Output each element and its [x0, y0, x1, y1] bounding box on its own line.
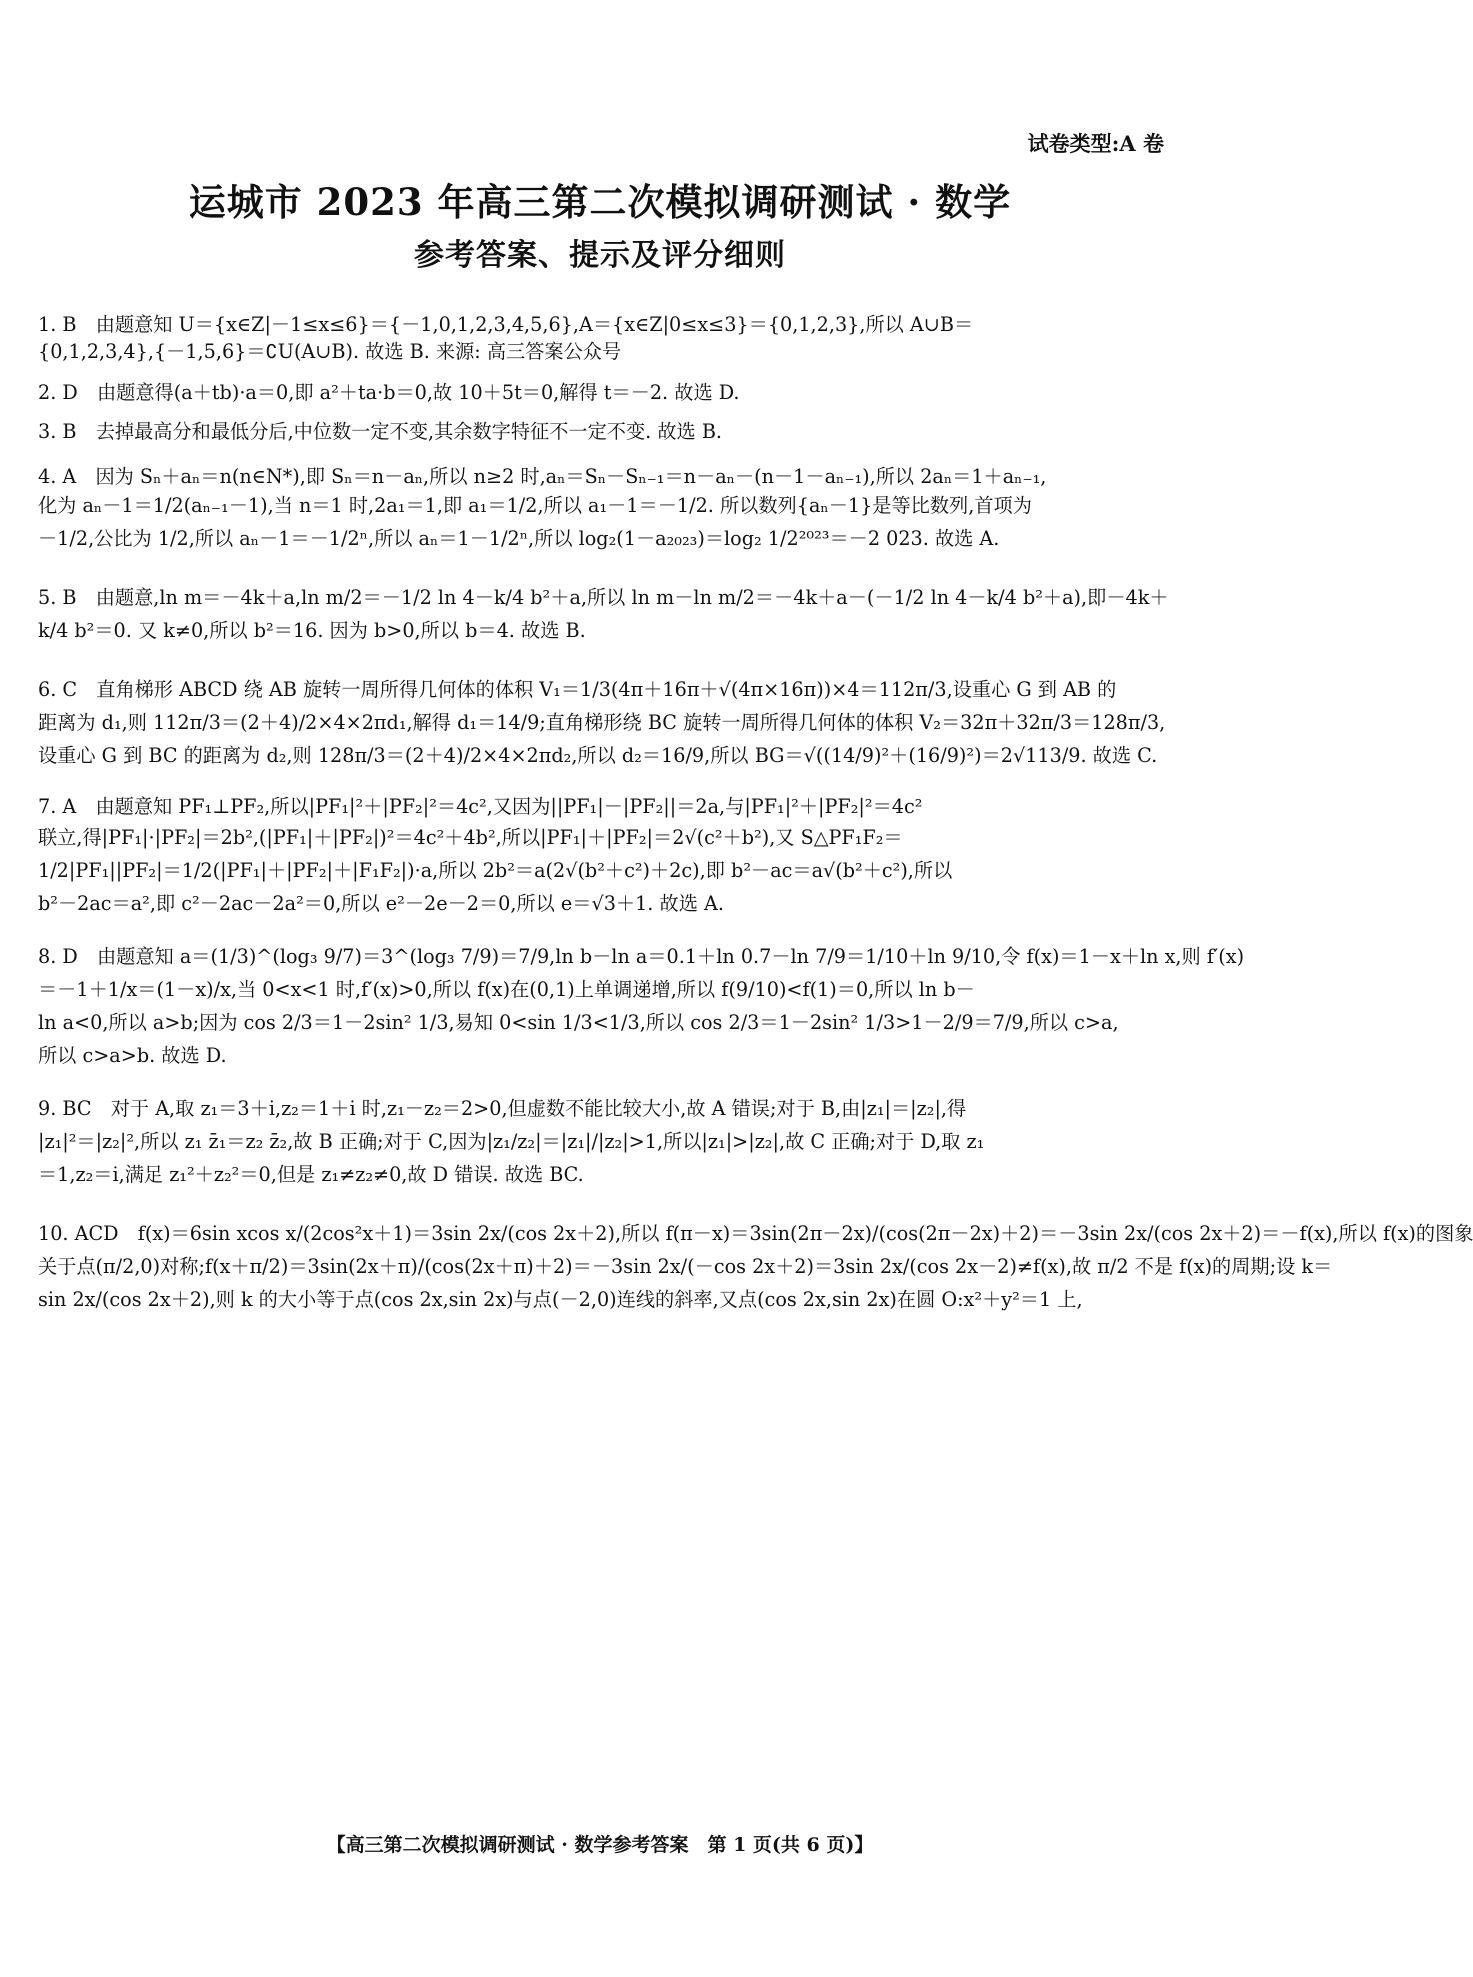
- answer-line: 8. D 由题意知 a＝(1/3)^(log₃ 9/7)＝3^(log₃ 7/9)＝7/9,ln b－ln a＝0.1＋ln 0.7－ln 7/9＝1/10＋ln 9/10,令 f(x)＝1－x＋ln x,则 f′(x): [38, 945, 1245, 968]
- answer-item-4: [38, 464, 1158, 555]
- answer-line: 5. B 由题意,ln m＝－4k＋a,ln m/2＝－1/2 ln 4－k/4 b²＋a,所以 ln m－ln m/2＝－4k＋a－(－1/2 ln 4－k/4 b²＋a),即－4k＋: [38, 586, 1169, 609]
- answer-line: sin 2x/(cos 2x＋2),则 k 的大小等于点(cos 2x,sin 2x)与点(－2,0)连线的斜率,又点(cos 2x,sin 2x)在圆 O:x²＋y²＝1 上,: [38, 1288, 1083, 1311]
- answer-line: 3. B 去掉最高分和最低分后,中位数一定不变,其余数字特征不一定不变. 故选 B.: [38, 420, 723, 443]
- exam-type-tag: 试卷类型:A 卷: [1027, 131, 1164, 156]
- answer-item-5: [38, 581, 1169, 647]
- answer-line: 设重心 G 到 BC 的距离为 d₂,则 128π/3＝(2＋4)/2×4×2πd₂,所以 d₂＝16/9,所以 BG＝√((14/9)²＋(16/9)²)＝2√113/9. 故选 C.: [38, 744, 1158, 767]
- answer-item-2: [38, 380, 1158, 405]
- answer-item-3: [38, 419, 1158, 444]
- answer-line: －1/2,公比为 1/2,所以 aₙ－1＝－1/2ⁿ,所以 aₙ＝1－1/2ⁿ,所以 log₂(1－a₂₀₂₃)＝log₂ 1/2²⁰²³＝－2 023. 故选 A.: [38, 527, 1000, 550]
- answer-line: 1/2|PF₁||PF₂|＝1/2(|PF₁|＋|PF₂|＋|F₁F₂|)·a,所以 2b²＝a(2√(b²＋c²)＋2c),即 b²－ac＝a√(b²＋c²),所以: [38, 859, 953, 882]
- answer-line: 关于点(π/2,0)对称;f(x＋π/2)＝3sin(2x＋π)/(cos(2x＋π)＋2)＝－3sin 2x/(－cos 2x＋2)＝3sin 2x/(cos 2x－2)≠f(x),故 π/2 不是 f(x)的周期;设 k＝: [38, 1255, 1333, 1278]
- answer-list: [38, 312, 1473, 1322]
- answer-line: 1. B 由题意知 U＝{x∈Z|－1≤x≤6}＝{－1,0,1,2,3,4,5,6},A＝{x∈Z|0≤x≤3}＝{0,1,2,3},所以 A∪B＝: [38, 313, 974, 336]
- answer-line: 7. A 由题意知 PF₁⊥PF₂,所以|PF₁|²＋|PF₂|²＝4c²,又因为||PF₁|－|PF₂||＝2a,与|PF₁|²＋|PF₂|²＝4c²: [38, 795, 923, 818]
- answer-item-6: [38, 673, 1166, 772]
- answer-line: |z₁|²＝|z₂|²,所以 z₁ z̄₁＝z₂ z̄₂,故 B 正确;对于 C,因为|z₁/z₂|＝|z₁|/|z₂|>1,所以|z₁|>|z₂|,故 C 正确;对于 D,取 z₁: [38, 1130, 985, 1153]
- answer-line: 所以 c>a>b. 故选 D.: [38, 1044, 227, 1067]
- answer-line: 距离为 d₁,则 112π/3＝(2＋4)/2×4×2πd₁,解得 d₁＝14/9;直角梯形绕 BC 旋转一周所得几何体的体积 V₂＝32π＋32π/3＝128π/3,: [38, 711, 1166, 734]
- answer-line: ＝1,z₂＝i,满足 z₁²＋z₂²＝0,但是 z₁≠z₂≠0,故 D 错误. 故选 BC.: [38, 1163, 584, 1186]
- answer-line: 9. BC 对于 A,取 z₁＝3＋i,z₂＝1＋i 时,z₁－z₂＝2>0,但虚数不能比较大小,故 A 错误;对于 B,由|z₁|＝|z₂|,得: [38, 1097, 967, 1120]
- answer-line: 10. ACD f(x)＝6sin xcos x/(2cos²x＋1)＝3sin 2x/(cos 2x＋2),所以 f(π－x)＝3sin(2π－2x)/(cos(2π－2x)＋2)＝－3sin 2x/(cos 2x＋2)＝－f(x),所以 f(x)的图象: [38, 1222, 1473, 1245]
- page-subtitle: 参考答案、提示及评分细则: [414, 238, 786, 273]
- answer-item-1: [38, 312, 1158, 366]
- answer-item-9: [38, 1092, 1158, 1191]
- answer-line: 4. A 因为 Sₙ＋aₙ＝n(n∈N*),即 Sₙ＝n－aₙ,所以 n≥2 时,aₙ＝Sₙ－Sₙ₋₁＝n－aₙ－(n－1－aₙ₋₁),所以 2aₙ＝1＋aₙ₋₁,: [38, 465, 1047, 488]
- answer-item-7: [38, 792, 1158, 920]
- answer-line: b²－2ac＝a²,即 c²－2ac－2a²＝0,所以 e²－2e－2＝0,所以 e＝√3＋1. 故选 A.: [38, 892, 724, 915]
- answer-line: ln a<0,所以 a>b;因为 cos 2/3＝1－2sin² 1/3,易知 0<sin 1/3<1/3,所以 cos 2/3＝1－2sin² 1/3>1－2/9＝7/9,所以 c>a,: [38, 1011, 1119, 1034]
- answer-line: 联立,得|PF₁|·|PF₂|＝2b²,(|PF₁|＋|PF₂|)²＝4c²＋4b²,所以|PF₁|＋|PF₂|＝2√(c²＋b²),又 S△PF₁F₂＝: [38, 826, 903, 849]
- answer-line: {0,1,2,3,4},{－1,5,6}＝∁U(A∪B). 故选 B. 来源: 高三答案公众号: [38, 340, 622, 363]
- page-footer: 【高三第二次模拟调研测试 · 数学参考答案 第 1 页(共 6 页)】: [326, 1834, 874, 1856]
- answer-line: 6. C 直角梯形 ABCD 绕 AB 旋转一周所得几何体的体积 V₁＝1/3(4π＋16π＋√(4π×16π))×4＝112π/3,设重心 G 到 AB 的: [38, 678, 1117, 701]
- answer-item-10: [38, 1217, 1473, 1316]
- answer-line: ＝－1＋1/x＝(1－x)/x,当 0<x<1 时,f′(x)>0,所以 f(x)在(0,1)上单调递增,所以 f(9/10)<f(1)＝0,所以 ln b－: [38, 978, 975, 1001]
- answer-item-8: [38, 940, 1245, 1072]
- page-title: 运城市 2023 年高三第二次模拟调研测试 · 数学: [188, 180, 1012, 224]
- answer-line: 2. D 由题意得(a＋tb)·a＝0,即 a²＋ta·b＝0,故 10＋5t＝0,解得 t＝－2. 故选 D.: [38, 381, 740, 404]
- answer-line: 化为 aₙ－1＝1/2(aₙ₋₁－1),当 n＝1 时,2a₁＝1,即 a₁＝1/2,所以 a₁－1＝－1/2. 所以数列{aₙ－1}是等比数列,首项为: [38, 494, 1032, 517]
- answer-line: k/4 b²＝0. 又 k≠0,所以 b²＝16. 因为 b>0,所以 b＝4. 故选 B.: [38, 619, 586, 642]
